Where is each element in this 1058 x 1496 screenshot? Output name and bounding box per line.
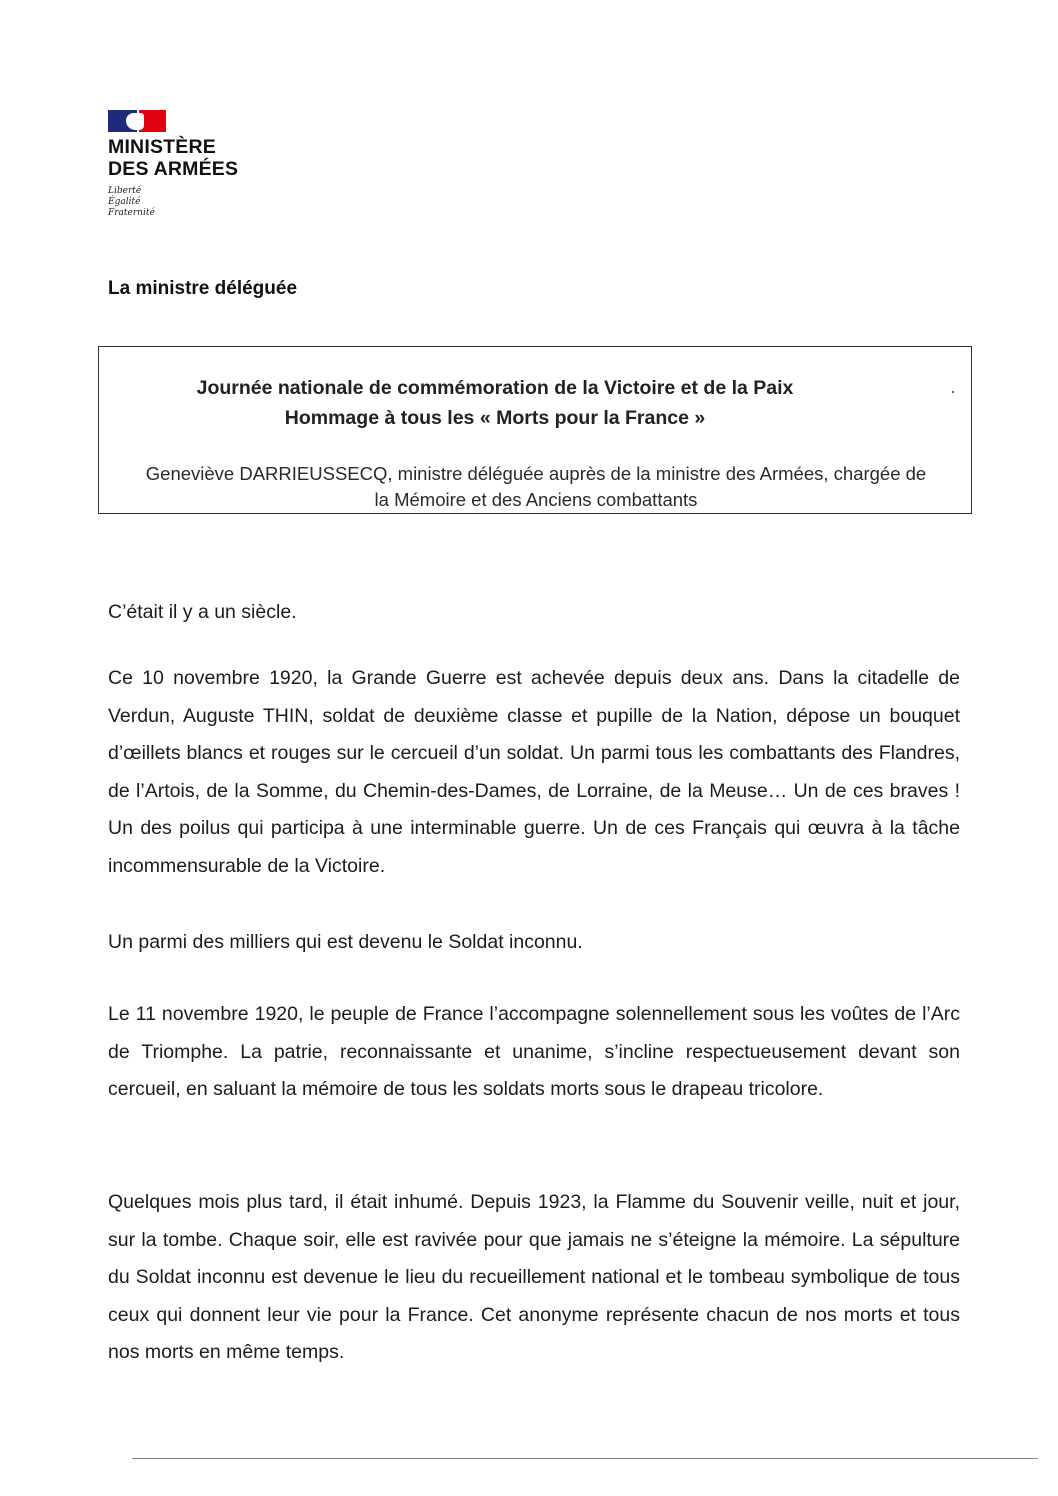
motto-fraternite: Fraternité [108,208,155,218]
document-title: Journée nationale de commémoration de la Victoire et de la Paix [196,377,794,399]
motto-liberte: Liberté [108,186,142,196]
signatory-heading: La ministre déléguée [108,278,298,299]
author-line-2: la Mémoire et des Anciens combattants [374,489,698,510]
ministry-logo [108,110,308,219]
marianne-profile-icon [126,113,144,130]
republic-motto [108,186,308,219]
ministry-name-line1: MINISTÈRE [108,136,216,158]
paragraph-2: Ce 10 novembre 1920, la Grande Guerre est achevée depuis deux ans. Dans la citadelle de Verdun, Auguste THIN, soldat de deuxième classe et pupille de la Nation, dépose un bouquet d’œillets blancs et rouges sur le cercueil d’un soldat. Un parmi tous les combattants des Flandres, de l’Artois, de la Somme, du Chemin-des-Dames, de Lorraine, de la Meuse… Un de ces braves ! Un des poilus qui participa à une interminable guerre. Un de ces Français qui œuvra à la tâche incommensurable de la Victoire. [108,667,960,877]
paragraph-1: C’était il y a un siècle. [108,601,297,623]
title-box [98,346,972,514]
document-subtitle: Hommage à tous les « Morts pour la France » [284,407,706,429]
paragraph-4: Le 11 novembre 1920, le peuple de France l’accompagne solennellement sous les voûtes de l’Arc de Triomphe. La patrie, reconnaissante et unanime, s’incline respectueusement devant son cercueil, en saluant la mémoire de tous les soldats morts sous le drapeau tricolore. [108,1003,960,1100]
ministry-name-line2: DES ARMÉES [108,158,239,180]
author-line-1: Geneviève DARRIEUSSECQ, ministre déléguée auprès de la ministre des Armées, chargée de [145,463,927,484]
paragraph-3: Un parmi des milliers qui est devenu le Soldat inconnu. [108,931,583,953]
marianne-flag-icon [108,110,166,132]
scan-dot [952,391,954,393]
paragraph-5: Quelques mois plus tard, il était inhumé. Depuis 1923, la Flamme du Souvenir veille, nuit et jour, sur la tombe. Chaque soir, elle est ravivée pour que jamais ne s’éteigne la mémoire. La sépulture du Soldat inconnu est devenue le lieu du recueillement national et le tombeau symbolique de tous ceux qui donnent leur vie pour la France. Cet anonyme représente chacun de nos morts et tous nos morts en même temps. [108,1191,960,1363]
footer-divider [132,1458,1038,1459]
ministry-name [108,136,308,180]
motto-egalite: Égalité [108,197,141,207]
